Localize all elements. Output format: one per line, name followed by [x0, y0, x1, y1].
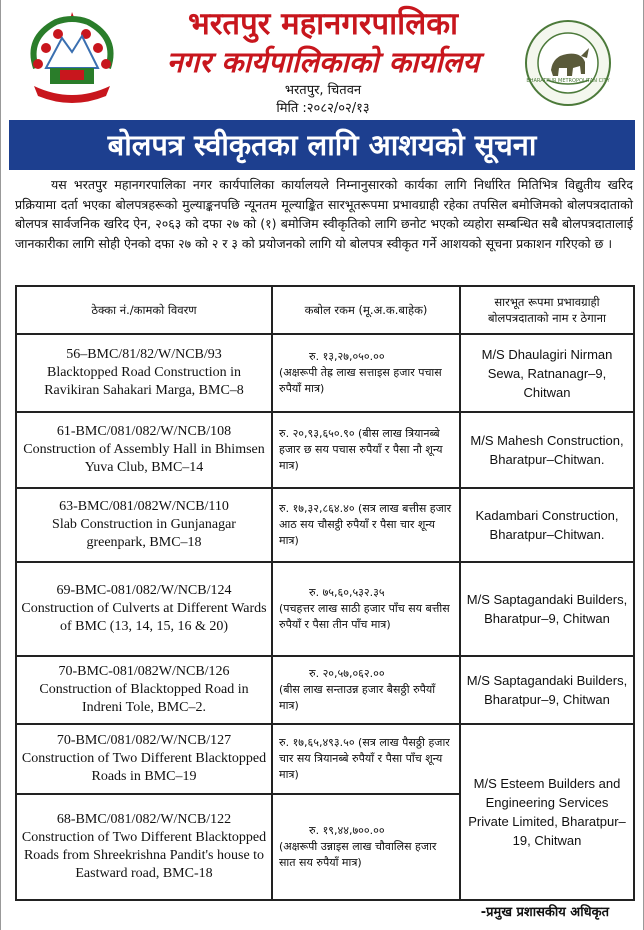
- table-row: [16, 488, 634, 562]
- bidder-cell: M/S Saptagandaki Builders, Bharatpur–9, Chitwan: [460, 656, 634, 724]
- amount-in-words: (अक्षरूपी तेह्र लाख सत्ताइस हजार पचास रुपैयाँ मात्र): [279, 366, 442, 395]
- contract-cell: [16, 724, 272, 794]
- amount-value: रु. १७,३२,८६४.४०: [279, 502, 355, 515]
- amount-cell: [272, 412, 460, 488]
- bidder-cell-shared: M/S Esteem Builders and Engineering Services Private Limited, Bharatpur–19, Chitwan: [460, 724, 634, 900]
- table-row: [16, 562, 634, 656]
- office-name: नगर कार्यपालिकाको कार्यालय: [166, 45, 480, 79]
- contract-description: Construction of Blacktopped Road in Indreni Tole, BMC–2.: [39, 682, 249, 715]
- header-bidder-line2: बोलपत्रदाताको नाम र ठेगाना: [487, 311, 607, 325]
- amount-in-words: (पचहत्तर लाख साठी हजार पाँच सय बत्तीस रुपैयाँ र पैसा तीन पाँच मात्र): [279, 602, 450, 631]
- date-line: [1, 100, 644, 118]
- office-location: भरतपुर, चितवन: [284, 83, 362, 98]
- date-label: मिति :: [276, 101, 307, 116]
- table-row: [16, 656, 634, 724]
- table-row: [16, 334, 634, 412]
- date-value: २०८२/०२/१३: [306, 101, 370, 116]
- header-contract: ठेक्का नं./कामको विवरण: [16, 286, 272, 334]
- amount-in-words: (बीस लाख सन्ताउन्न हजार बैसठ्ठी रुपैयाँ मात्र): [279, 683, 436, 712]
- amount-value: रु. २०,५७,०६२.००: [309, 667, 385, 680]
- bidder-cell: M/S Saptagandaki Builders, Bharatpur–9, Chitwan: [460, 562, 634, 656]
- contract-number: 63-BMC/081/082W/NCB/110: [59, 499, 229, 514]
- amount-value: रु. १३,२७,०५०.००: [309, 350, 385, 363]
- table-header-row: [16, 286, 634, 334]
- bidder-cell: M/S Mahesh Construction, Bharatpur–Chitwan.: [460, 412, 634, 488]
- contract-number: 61-BMC/081/082/W/NCB/108: [56, 424, 232, 439]
- header-bidder-line1: सारभूत रूपमा प्रभावग्राही: [494, 295, 600, 309]
- contract-cell: [16, 562, 272, 656]
- intro-paragraph: यस भरतपुर महानगरपालिका नगर कार्यपालिका कार्यालयले निम्नानुसारको कार्यका लागि निर्धारित मितिभित्र विद्युतीय खरिद प्रक्रियामा दर्ता भएका बोलपत्रहरूको मुल्याङ्कनपछि न्यूनतम मूल्याङ्कित सारभूतरूपमा प्रभावग्राही रहेका तपसिल बमोजिमको बोलपत्रदाताको बोलपत्र सार्वजनिक खरिद ऐन, २०६३ को दफा २७ को (१) बमोजिम स्वीकृतिको लागि छनोट भएको व्यहोरा सम्बन्धित सबै बोलपत्रदातालाई जानकारीका लागि सोही ऐनको दफा २७ को २ र ३ को प्रयोजनको लागि यो बोलपत्र स्वीकृत गर्ने आशयको सूचना प्रकाशन गरिएको छ ।: [15, 177, 633, 251]
- amount-in-words: (सत्र लाख बत्तीस हजार आठ सय चौसट्ठी रुपैयाँ र पैसा चार शून्य मात्र): [279, 502, 452, 547]
- bid-table: [15, 285, 635, 901]
- bidder-cell: M/S Dhaulagiri Nirman Sewa, Ratnanagr–9, Chitwan: [460, 334, 634, 412]
- logo-caption: BHARATPUR METROPOLITAN CITY: [526, 78, 610, 84]
- amount-cell: [272, 724, 460, 794]
- amount-value: रु. १९,४४,७००.००: [309, 824, 385, 837]
- contract-number: 56–BMC/81/82/W/NCB/93: [66, 347, 222, 362]
- contract-cell: [16, 488, 272, 562]
- contract-number: 69-BMC-081/082/W/NCB/124: [56, 583, 232, 598]
- contract-description: Construction of Assembly Hall in Bhimsen Yuva Club, BMC–14: [23, 442, 265, 475]
- contract-number: 68-BMC/081/082/W/NCB/122: [56, 812, 232, 827]
- amount-value: रु. १७,६५,४९३.५०: [279, 736, 355, 749]
- table-row: [16, 724, 634, 794]
- amount-in-words: (अक्षरूपी उन्नाइस लाख चौवालिस हजार सात सय रुपैयाँ मात्र): [279, 840, 437, 869]
- contract-cell: [16, 412, 272, 488]
- contract-cell: [16, 794, 272, 900]
- contract-description: Construction of Culverts at Different Wards of BMC (13, 14, 15, 16 & 20): [21, 601, 267, 634]
- contract-cell: [16, 334, 272, 412]
- amount-cell: [272, 794, 460, 900]
- amount-in-words: (बीस लाख त्रियानब्बे हजार छ सय पचास रुपैयाँ र पैसा नौ शून्य मात्र): [279, 427, 443, 472]
- signatory-title: -प्रमुख प्रशासकीय अधिकृत: [480, 905, 609, 920]
- contract-description: Construction of Two Different Blacktopped Roads from Shreekrishna Pandit's house to Eastward road, BMC-18: [21, 830, 267, 881]
- header-bidder: [460, 286, 634, 334]
- amount-in-words: (सत्र लाख पैसठ्ठी हजार चार सय त्रियानब्बे रुपैयाँ र पैसा पाँच शून्य मात्र): [279, 736, 450, 781]
- amount-value: रु. ७५,६०,५३२.३५: [309, 586, 385, 599]
- amount-cell: [272, 656, 460, 724]
- org-name: भरतपुर महानगरपालिका: [187, 6, 459, 42]
- amount-value: रु. २०,९३,६५०.९०: [279, 427, 355, 440]
- contract-number: 70-BMC-081/082W/NCB/126: [58, 664, 230, 679]
- header-amount: कबोल रकम (मू.अ.क.बाहेक): [272, 286, 460, 334]
- contract-cell: [16, 656, 272, 724]
- bidder-cell: Kadambari Construction, Bharatpur–Chitwan.: [460, 488, 634, 562]
- contract-description: Slab Construction in Gunjanagar greenpark, BMC–18: [52, 517, 236, 550]
- notice-title-banner: बोलपत्र स्वीकृतका लागि आशयको सूचना: [9, 120, 635, 170]
- amount-cell: [272, 562, 460, 656]
- contract-description: Blacktopped Road Construction in Ravikiran Sahakari Marga, BMC–8: [44, 365, 244, 398]
- contract-number: 70-BMC/081/082/W/NCB/127: [56, 733, 232, 748]
- amount-cell: [272, 488, 460, 562]
- table-row: [16, 412, 634, 488]
- amount-cell: [272, 334, 460, 412]
- contract-description: Construction of Two Different Blacktopped Roads in BMC–19: [21, 751, 267, 784]
